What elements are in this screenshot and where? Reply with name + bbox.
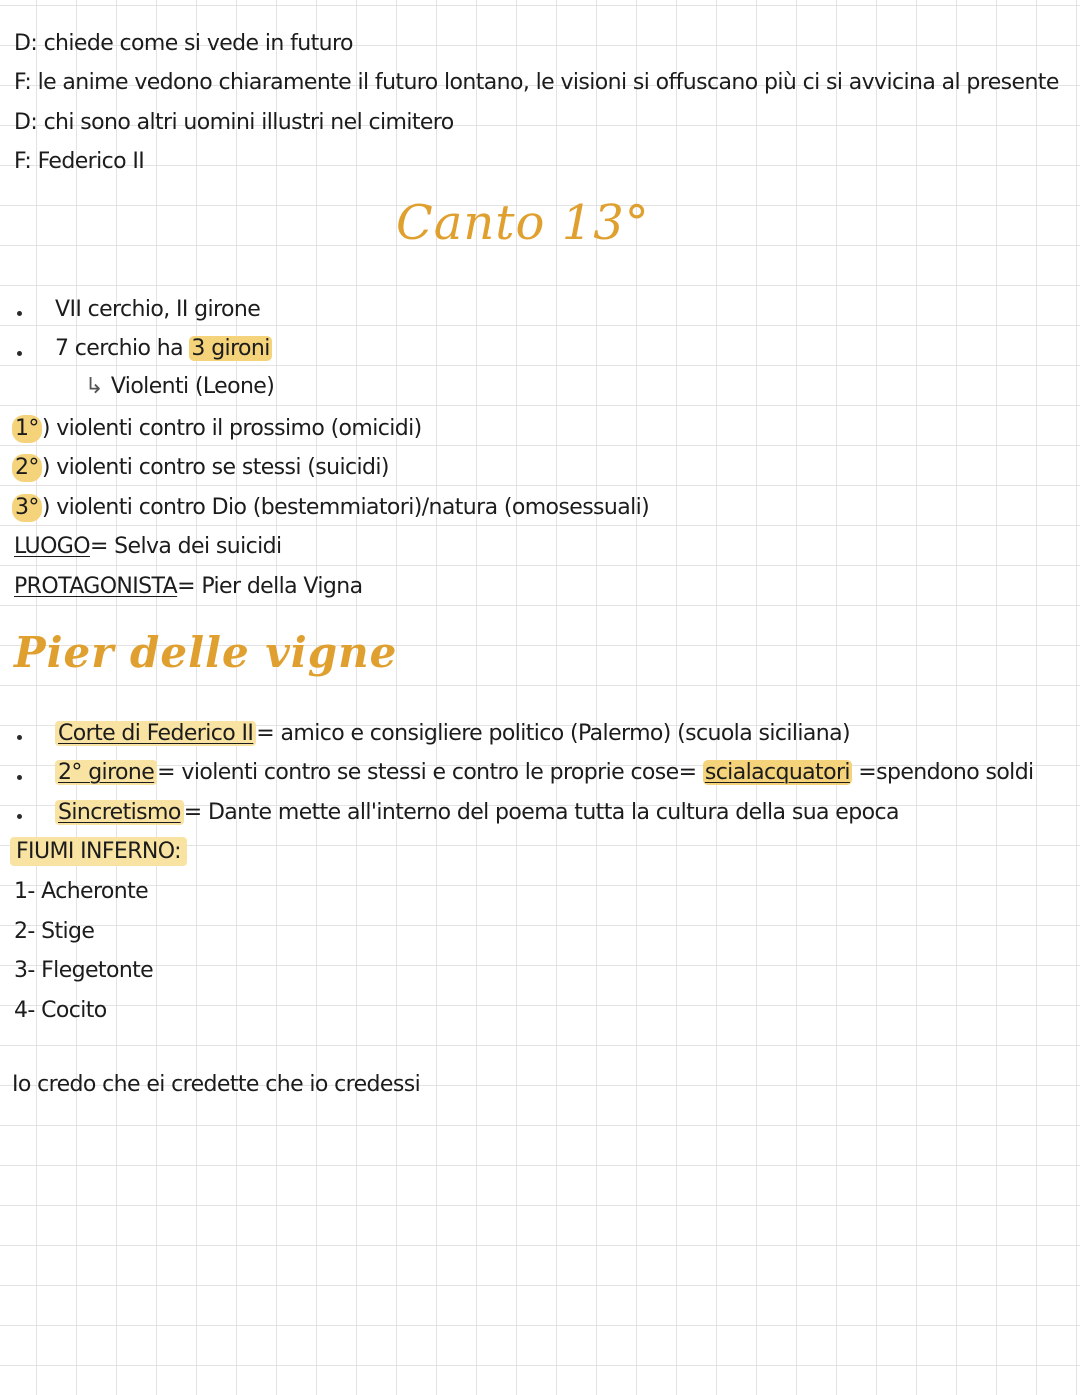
dialogue-text: chi sono altri uomini illustri nel cimitero: [43, 110, 454, 135]
corte-label: Corte di Federico II: [55, 721, 256, 746]
dialogue-text: Federico II: [37, 149, 145, 174]
speaker: F:: [14, 70, 32, 95]
girone-text: ) violenti contro se stessi (suicidi): [41, 455, 389, 480]
quote: Io credo che ei credette che io credessi: [12, 1072, 421, 1097]
girone-1: [12, 415, 422, 443]
pier-text-tail: =spendono soldi: [851, 760, 1034, 785]
gironi-highlight: 3 gironi: [191, 336, 270, 361]
speaker: D:: [14, 110, 38, 135]
protagonista-value: = Pier della Vigna: [177, 574, 363, 599]
fiumi-item: 1- Acheronte: [14, 879, 149, 904]
scialacquatori-highlight: scialacquatori: [704, 760, 850, 785]
circle-bullet-1: VII cerchio, II girone: [55, 297, 261, 322]
sincretismo-label: Sincretismo: [55, 800, 184, 825]
girone-text: ) violenti contro Dio (bestemmiatori)/natura (omosessuali): [41, 495, 650, 520]
pier-bullet-3: [55, 799, 899, 827]
protagonista-line: [14, 573, 363, 601]
circle-text: 7 cerchio ha: [55, 336, 190, 361]
dialogue-line-4: [14, 148, 144, 176]
pier-text: = violenti contro se stessi e contro le proprie cose=: [157, 760, 703, 785]
fiumi-item: 4- Cocito: [14, 998, 107, 1023]
fiumi-item: 3- Flegetonte: [14, 958, 154, 983]
arrow-line: [85, 373, 274, 401]
fiumi-item: 2- Stige: [14, 919, 95, 944]
luogo-line: [14, 533, 282, 561]
pier-text: = Dante mette all'interno del poema tutta la cultura della sua epoca: [183, 800, 899, 825]
dialogue-line-2: [14, 69, 1059, 97]
speaker: F:: [14, 149, 32, 174]
arrow-text: Violenti (Leone): [110, 374, 275, 399]
dialogue-text: le anime vedono chiaramente il futuro lontano, le visioni si offuscano più ci si avvicina al presente: [37, 70, 1059, 95]
protagonista-label: PROTAGONISTA: [14, 574, 178, 599]
bullet-dot: [17, 735, 22, 740]
luogo-value: = Selva dei suicidi: [89, 534, 282, 559]
bullet-dot: [17, 814, 22, 819]
girone-number: 2°: [12, 454, 42, 482]
dialogue-line-3: [14, 109, 454, 137]
pier-text: = amico e consigliere politico (Palermo) (scuola siciliana): [256, 721, 850, 746]
girone-number: 1°: [12, 415, 42, 443]
fiumi-heading-line: [10, 838, 187, 866]
pier-title: Pier delle vigne: [14, 628, 398, 677]
luogo-label: LUOGO: [14, 534, 90, 559]
dialogue-text: chiede come si vede in futuro: [43, 31, 353, 56]
girone-text: ) violenti contro il prossimo (omicidi): [41, 416, 422, 441]
speaker: D:: [14, 31, 38, 56]
bullet-dot: [17, 775, 22, 780]
arrow-return-icon: ↳: [85, 374, 103, 399]
bullet-dot: [17, 311, 22, 316]
bullet-dot: [17, 351, 22, 356]
pier-bullet-1: [55, 720, 850, 748]
dialogue-line-1: [14, 30, 353, 58]
fiumi-heading: FIUMI INFERNO:: [10, 837, 187, 866]
girone-3: [12, 494, 649, 522]
circle-bullet-2: [55, 335, 272, 363]
girone-2: [12, 454, 389, 482]
canto-title: Canto 13°: [396, 195, 650, 251]
pier-bullet-2: [55, 759, 1034, 787]
girone-label: 2° girone: [55, 760, 157, 785]
girone-number: 3°: [12, 494, 42, 522]
